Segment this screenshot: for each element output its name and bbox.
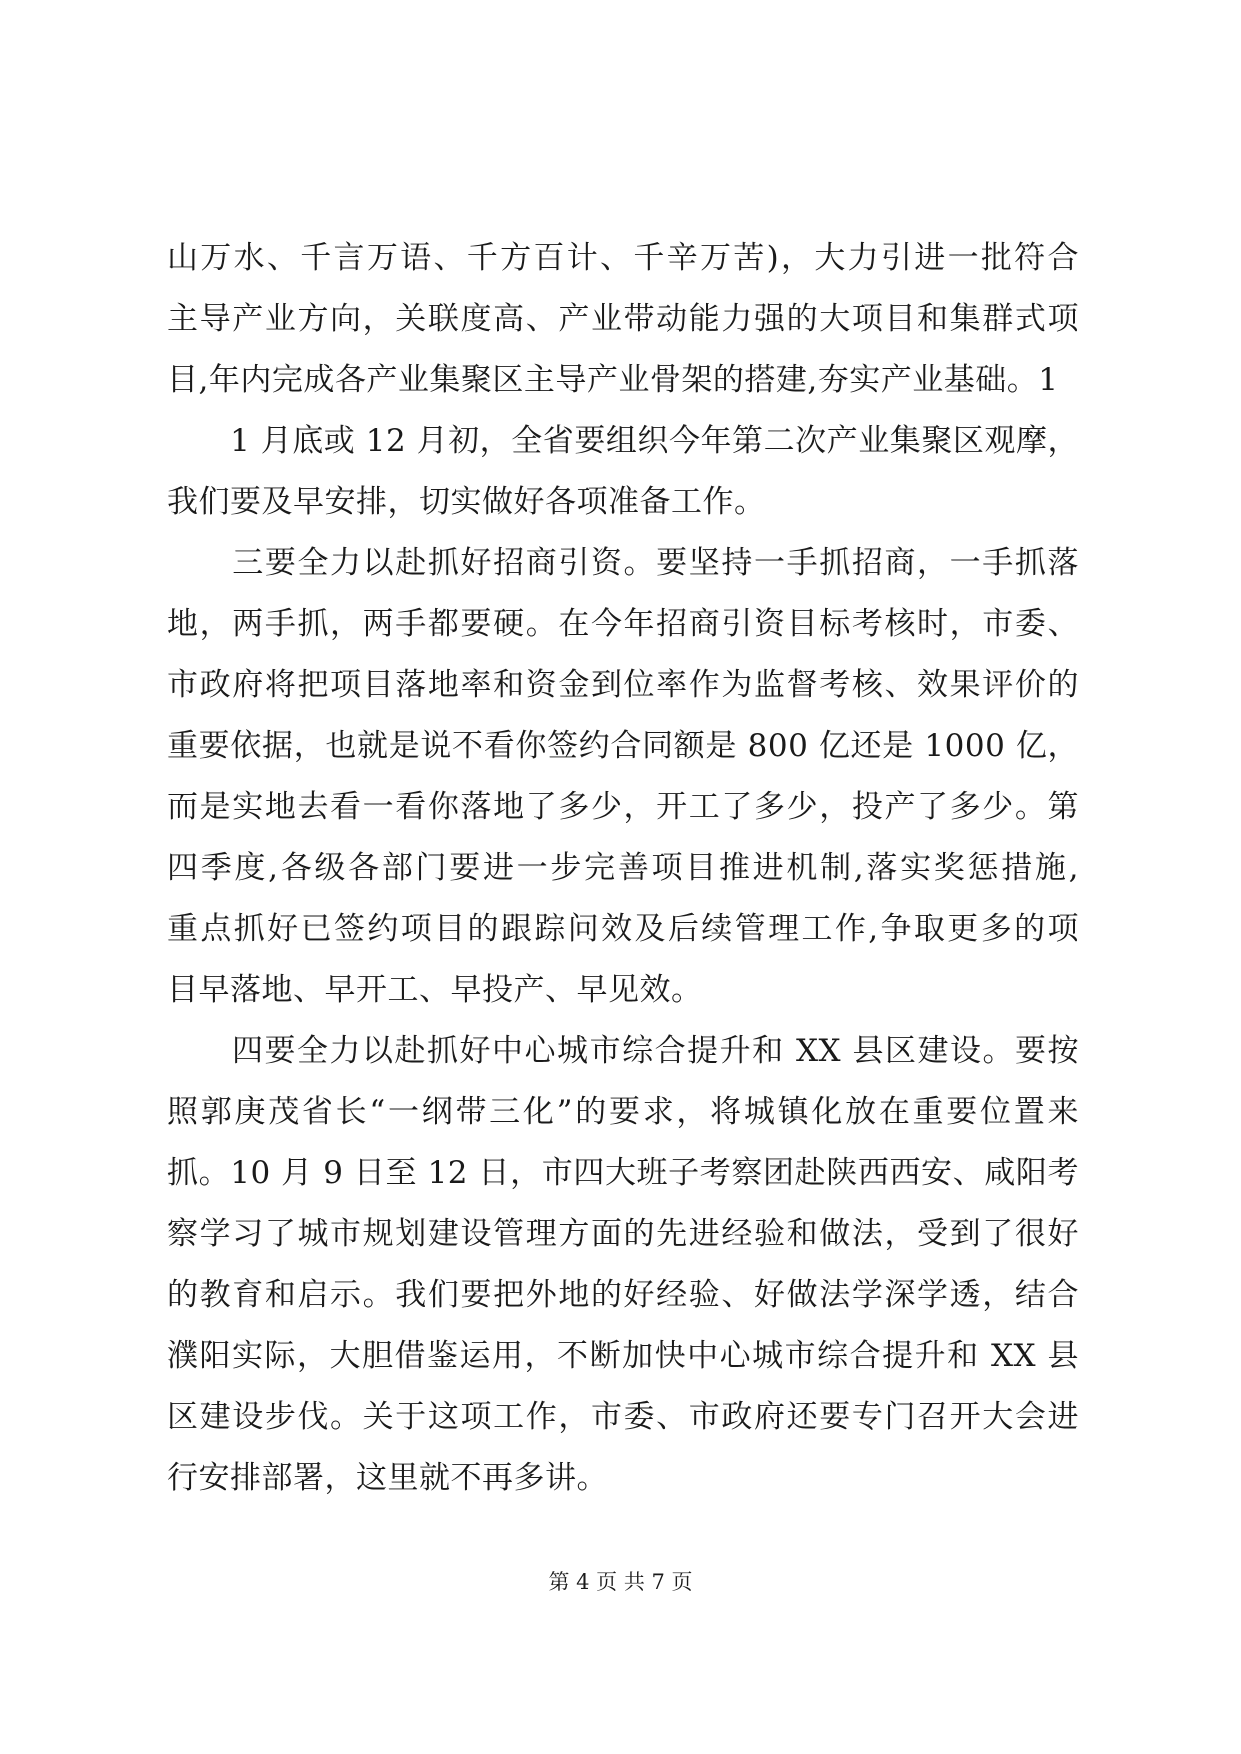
text-line: 照郭庚茂省长“一纲带三化”的要求，将城镇化放在重要位置来 <box>167 1094 1079 1130</box>
text-line: 四要全力以赴抓好中心城市综合提升和 XX 县区建设。要按 <box>167 1033 1079 1069</box>
text-line: 区建设步伐。关于这项工作，市委、市政府还要专门召开大会进 <box>167 1399 1079 1435</box>
text-line: 山万水、千言万语、千方百计、千辛万苦)，大力引进一批符合 <box>167 240 1079 276</box>
text-line: 市政府将把项目落地率和资金到位率作为监督考核、效果评价的 <box>167 667 1079 703</box>
text-line: 濮阳实际，大胆借鉴运用，不断加快中心城市综合提升和 XX 县 <box>167 1338 1079 1374</box>
text-line: 1 月底或 12 月初，全省要组织今年第二次产业集聚区观摩， <box>167 423 1079 459</box>
text-line: 抓。10 月 9 日至 12 日，市四大班子考察团赴陕西西安、咸阳考 <box>167 1155 1079 1191</box>
text-line: 的教育和启示。我们要把外地的好经验、好做法学深学透，结合 <box>167 1277 1079 1313</box>
text-line: 而是实地去看一看你落地了多少，开工了多少，投产了多少。第 <box>167 789 1079 825</box>
text-line: 察学习了城市规划建设管理方面的先进经验和做法，受到了很好 <box>167 1216 1079 1252</box>
text-line: 三要全力以赴抓好招商引资。要坚持一手抓招商，一手抓落 <box>167 545 1079 581</box>
text-line: 行安排部署，这里就不再多讲。 <box>167 1460 608 1496</box>
body-text <box>167 228 1079 1509</box>
text-line: 目早落地、早开工、早投产、早见效。 <box>167 972 703 1008</box>
text-line: 地，两手抓，两手都要硬。在今年招商引资目标考核时，市委、 <box>167 606 1079 642</box>
text-line: 四季度,各级各部门要进一步完善项目推进机制,落实奖惩措施, <box>167 850 1079 886</box>
text-line: 重要依据，也就是说不看你签约合同额是 800 亿还是 1000 亿， <box>167 728 1079 764</box>
text-line: 我们要及早安排，切实做好各项准备工作。 <box>167 484 766 520</box>
text-line: 重点抓好已签约项目的跟踪问效及后续管理工作,争取更多的项 <box>167 911 1079 947</box>
text-line: 目,年内完成各产业集聚区主导产业骨架的搭建,夯实产业基础。1 <box>167 362 1059 398</box>
page-number-footer: 第 4 页 共 7 页 <box>548 1570 693 1594</box>
text-line: 主导产业方向，关联度高、产业带动能力强的大项目和集群式项 <box>167 301 1079 337</box>
